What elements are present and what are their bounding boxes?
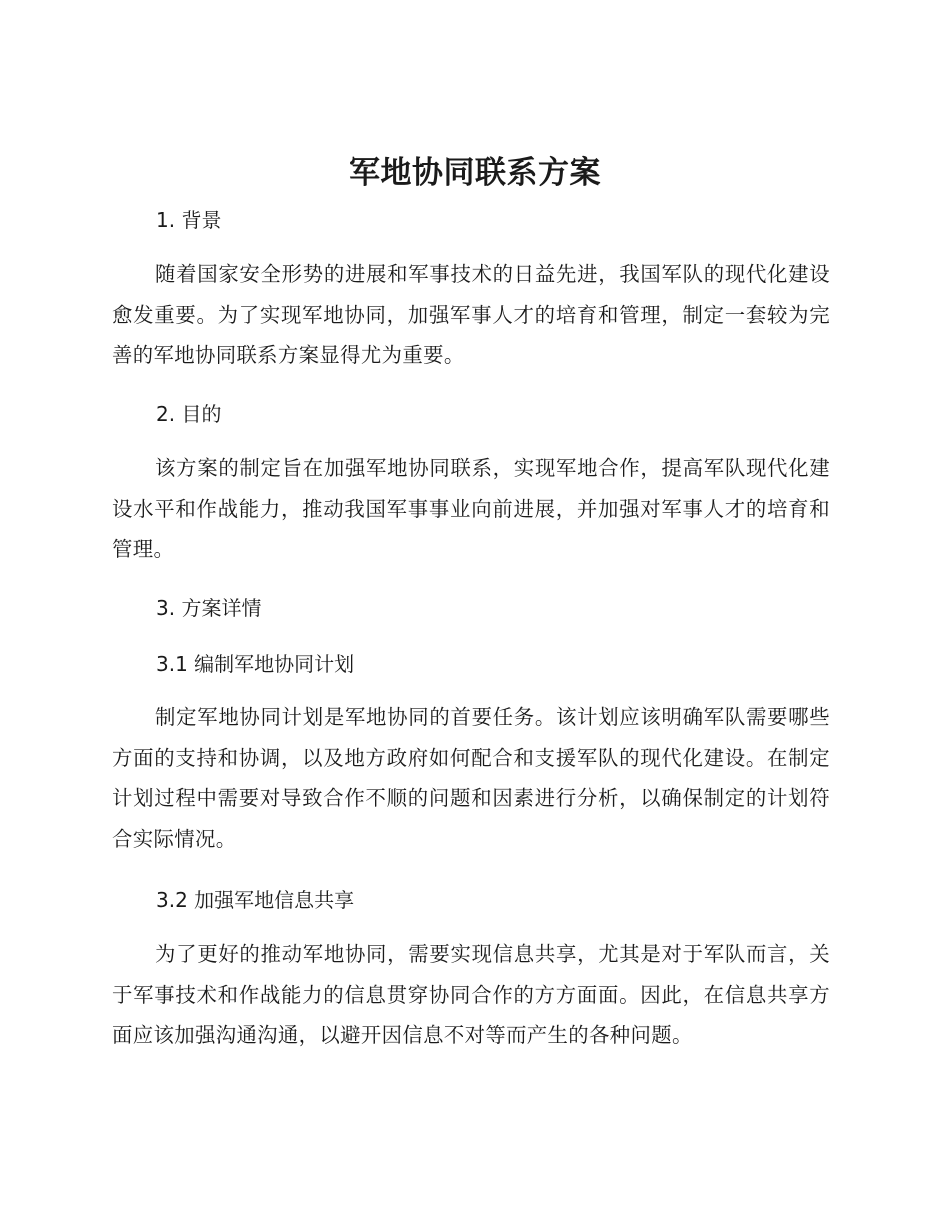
section-paragraph-purpose: 该方案的制定旨在加强军地协同联系，实现军地合作，提高军队现代化建设水平和作战能力，推动我国军事事业向前进展，并加强对军事人才的培育和管理。 (112, 456, 830, 561)
section-heading-plan-details: 3. 方案详情 (156, 596, 262, 620)
section-paragraph-coordination-plan: 制定军地协同计划是军地协同的首要任务。该计划应该明确军队需要哪些方面的支持和协调，以及地方政府如何配合和支援军队的现代化建设。在制定计划过程中需要对导致合作不顺的问题和因素进行分析，以确保制定的计划符合实际情况。 (112, 705, 830, 851)
document-title: 军地协同联系方案 (349, 155, 601, 191)
section-paragraph-information-sharing: 为了更好的推动军地协同，需要实现信息共享，尤其是对于军队而言，关于军事技术和作战能力的信息贯穿协同合作的方方面面。因此，在信息共享方面应该加强沟通沟通，以避开因信息不对等而产生的各种问题。 (112, 942, 830, 1047)
section-heading-information-sharing: 3.2 加强军地信息共享 (156, 888, 355, 912)
section-heading-background: 1. 背景 (156, 208, 222, 232)
section-heading-purpose: 2. 目的 (156, 402, 222, 426)
section-heading-coordination-plan: 3.1 编制军地协同计划 (156, 652, 355, 676)
section-paragraph-background: 随着国家安全形势的进展和军事技术的日益先进，我国军队的现代化建设愈发重要。为了实现军地协同，加强军事人才的培育和管理，制定一套较为完善的军地协同联系方案显得尤为重要。 (112, 262, 830, 367)
